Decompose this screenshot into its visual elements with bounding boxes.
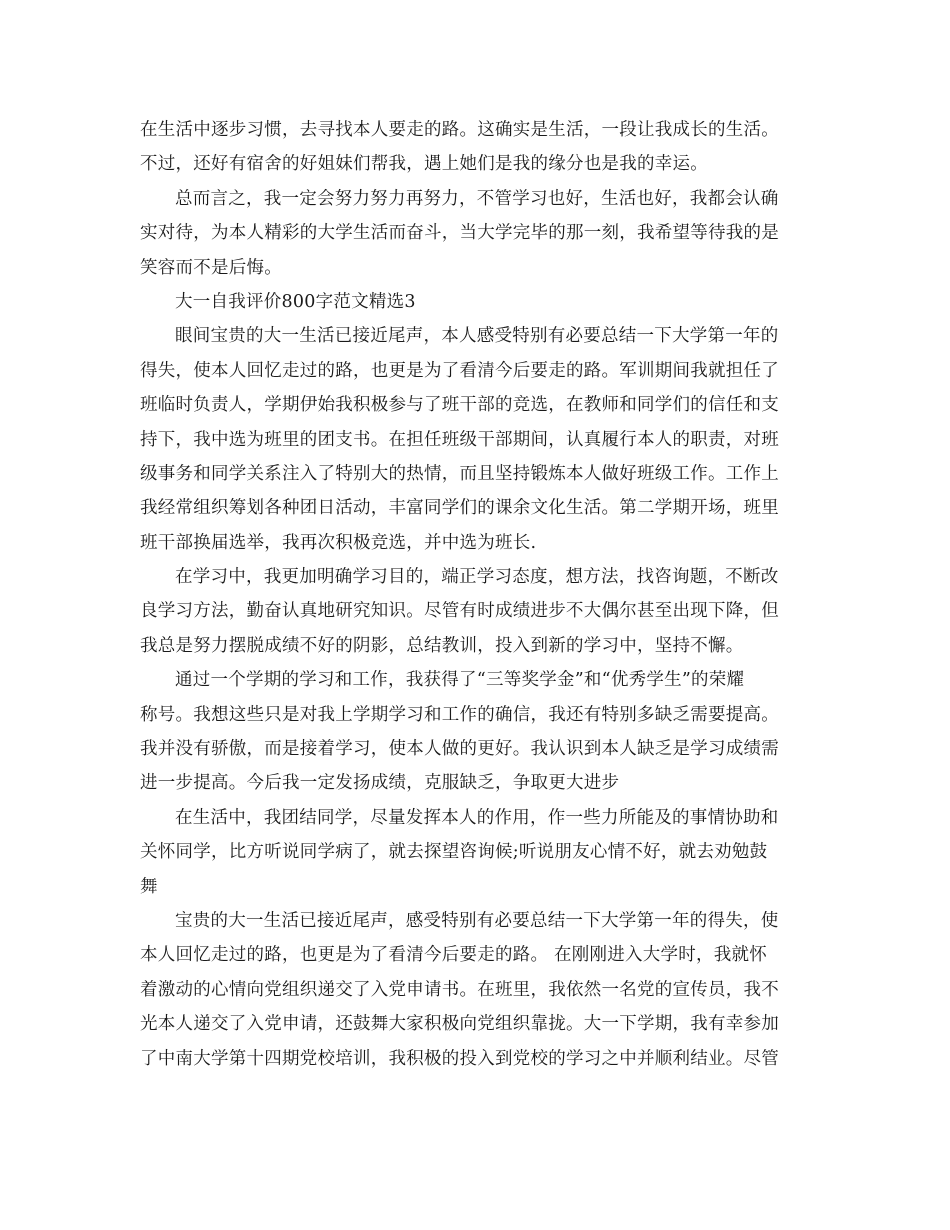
text-line: 着激动的心情向党组织递交了入党申请书。在班里，我依然一名党的宣传员，我不 xyxy=(140,979,779,1000)
text-line: 级事务和同学关系注入了特别大的热情，而且坚持锻炼本人做好班级工作。工作上 xyxy=(140,463,779,484)
text-line: 总而言之，我一定会努力努力再努力，不管学习也好，生活也好，我都会认确 xyxy=(175,188,779,209)
text-line: 进一步提高。今后我一定发扬成绩，克服缺乏，争取更大进步 xyxy=(140,773,620,794)
text-line: 称号。我想这些只是对我上学期学习和工作的确信，我还有特别多缺乏需要提高。 xyxy=(140,704,779,725)
text-line: 班临时负责人，学期伊始我积极参与了班干部的竞选，在教师和同学们的信任和支 xyxy=(140,395,779,416)
text-line: 在学习中，我更加明确学习目的，端正学习态度，想方法，找咨询题，不断改 xyxy=(175,567,779,588)
text-line: 宝贵的大一生活已接近尾声，感受特别有必要总结一下大学第一年的得失，使 xyxy=(175,910,779,931)
text-line: 得失，使本人回忆走过的路，也更是为了看清今后要走的路。军训期间我就担任了 xyxy=(140,360,779,381)
text-line: 在生活中逐步习惯，去寻找本人要走的路。这确实是生活，一段让我成长的生活。 xyxy=(140,120,779,140)
text-line: 不过，还好有宿舍的好姐妹们帮我，遇上她们是我的缘分也是我的幸运。 xyxy=(140,154,708,175)
text-line: 光本人递交了入党申请，还鼓舞大家积极向党组织靠拢。大一下学期，我有幸参加 xyxy=(140,1014,779,1035)
text-line: 舞 xyxy=(140,876,158,897)
text-line: 通过一个学期的学习和工作，我获得了“三等奖学金”和“优秀学生”的荣耀 xyxy=(175,670,745,691)
text-line: 笑容而不是后悔。 xyxy=(140,257,282,278)
text-line: 本人回忆走过的路，也更是为了看清今后要走的路。 在刚刚进入大学时，我就怀 xyxy=(140,945,768,966)
text-line: 大一自我评价800字范文精选3 xyxy=(175,291,416,312)
text-line: 我总是努力摆脱成绩不好的阴影，总结教训，投入到新的学习中，坚持不懈。 xyxy=(140,635,744,656)
text-line: 班干部换届选举，我再次积极竞选，并中选为班长. xyxy=(140,532,537,553)
text-line: 实对待，为本人精彩的大学生活而奋斗，当大学完毕的那一刻，我希望等待我的是 xyxy=(140,223,779,244)
text-line: 我并没有骄傲，而是接着学习，使本人做的更好。我认识到本人缺乏是学习成绩需 xyxy=(140,739,779,760)
document-body xyxy=(140,113,812,1076)
text-line: 良学习方法，勤奋认真地研究知识。尽管有时成绩进步不大偶尔甚至出现下降，但 xyxy=(140,601,779,622)
text-line: 我经常组织筹划各种团日活动，丰富同学们的课余文化生活。第二学期开场，班里 xyxy=(140,498,779,519)
text-line: 关怀同学，比方听说同学病了，就去探望咨询候;听说朋友心情不好，就去劝勉鼓 xyxy=(140,842,768,863)
text-line: 持下，我中选为班里的团支书。在担任班级干部期间，认真履行本人的职责，对班 xyxy=(140,429,779,450)
text-line: 了中南大学第十四期党校培训，我积极的投入到党校的学习之中并顺利结业。尽管 xyxy=(140,1048,779,1069)
text-line: 眼间宝贵的大一生活已接近尾声，本人感受特别有必要总结一下大学第一年的 xyxy=(175,326,779,347)
text-line: 在生活中，我团结同学，尽量发挥本人的作用，作一些力所能及的事情协助和 xyxy=(175,807,779,828)
